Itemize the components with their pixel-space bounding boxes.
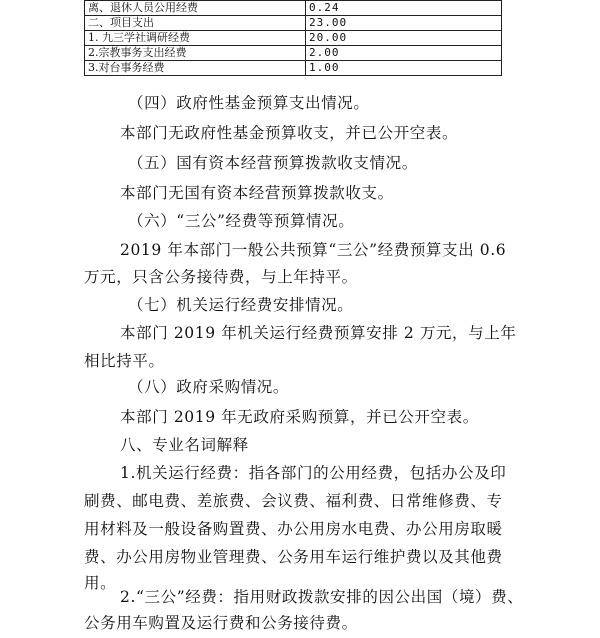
section-5-body: 本部门无国有资本经营预算拨款收支。 [120, 184, 394, 202]
table-cell-label: 3.对台事务经费 [85, 61, 306, 76]
section-7-heading: （七）机关运行经费安排情况。 [128, 296, 354, 314]
glossary-1-line-1: 1.机关运行经费：指各部门的公用经费，包括办公及印 [120, 464, 507, 482]
table-cell-label: 1. 九三学社调研经费 [85, 31, 306, 46]
table-cell-label: 2.宗教事务支出经费 [85, 46, 306, 61]
table-row [85, 16, 502, 31]
table-cell-label: 离、退休人员公用经费 [85, 1, 306, 16]
table-row [85, 1, 502, 16]
section-6-heading: （六）“三公”经费等预算情况。 [128, 212, 355, 230]
table-cell-value: 1.00 [306, 61, 502, 76]
section-6-body-line-1: 2019 年本部门一般公共预算“三公”经费预算支出 0.6 [120, 241, 507, 259]
section-8-body: 本部门 2019 年无政府采购预算，并已公开空表。 [120, 408, 479, 426]
expense-table [84, 0, 502, 76]
table-cell-value: 2.00 [306, 46, 502, 61]
glossary-2-line-2: 公务用车购置及运行费和公务接待费。 [84, 614, 358, 632]
table-cell-value: 20.00 [306, 31, 502, 46]
section-5-heading: （五）国有资本经营预算拨款收支情况。 [128, 154, 418, 172]
glossary-2-line-1: 2.“三公”经费：指用财政拨款安排的因公出国（境）费、 [120, 588, 524, 606]
table-cell-value: 23.00 [306, 16, 502, 31]
glossary-1-line-3: 用材料及一般设备购置费、办公用房水电费、办公用房取暖 [84, 520, 503, 538]
glossary-1-line-5: 用。 [84, 574, 117, 592]
glossary-heading: 八、专业名词解释 [120, 436, 249, 454]
glossary-1-line-2: 刷费、邮电费、差旅费、会议费、福利费、日常维修费、专 [84, 492, 503, 510]
table-row [85, 61, 502, 76]
table-row [85, 31, 502, 46]
glossary-1-line-4: 费、办公用房物业管理费、公务用车运行维护费以及其他费 [84, 548, 503, 566]
table-cell-label: 二、项目支出 [85, 16, 306, 31]
section-4-heading: （四）政府性基金预算支出情况。 [128, 94, 370, 112]
table-row [85, 46, 502, 61]
section-6-body-line-2: 万元，只含公务接待费，与上年持平。 [84, 268, 358, 286]
section-4-body: 本部门无政府性基金预算收支，并已公开空表。 [120, 124, 459, 142]
section-7-body-line-1: 本部门 2019 年机关运行经费预算安排 2 万元，与上年 [120, 324, 517, 342]
section-7-body-line-2: 相比持平。 [84, 352, 165, 370]
table-cell-value: 0.24 [306, 1, 502, 16]
section-8-heading: （八）政府采购情况。 [128, 378, 290, 396]
